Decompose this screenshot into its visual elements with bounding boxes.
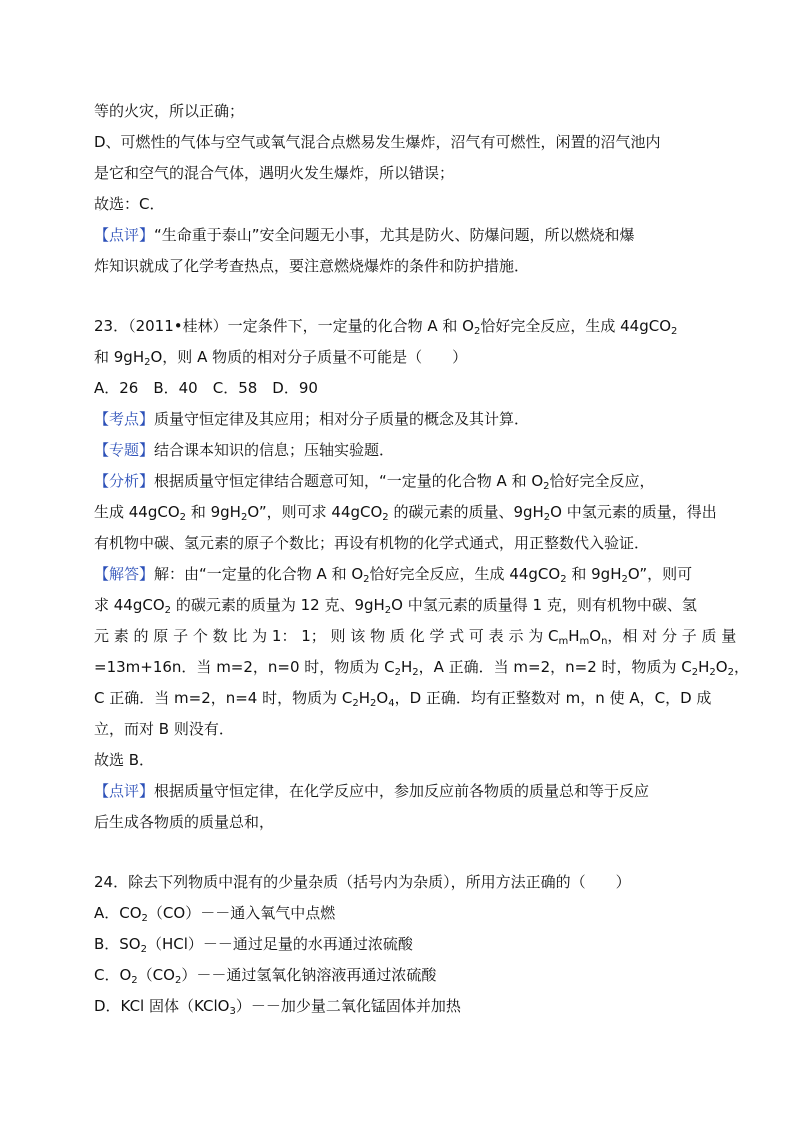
dianping-tag: 【点评】 [94,782,155,800]
q23-dianping-line-1: 【点评】根据质量守恒定律，在化学反应中，参加反应前各物质的质量总和等于反应 [94,782,650,800]
q23-jieda-line-1: 【解答】解：由“一定量的化合物 A 和 $O_2$恰好完全反应，生成 44gCO$_2$ 和 $9gH_2O$”，则可 [94,565,693,585]
q22-comment-line-2: 炸知识就成了化学考查热点，要注意燃烧爆炸的条件和防护措施． [94,257,530,275]
q22-option-d-line-1: D、可燃性的气体与空气或氧气混合点燃易发生爆炸，沼气有可燃性，闲置的沼气池内 [94,133,661,151]
q23-jieda-line-3: 元 素 的 原 子 个 数 比 为 1： 1； 则 该 物 质 化 学 式 可 表 示 为 $C_mH_mO_n$，相 对 分 子 质 量 [94,627,737,647]
comment-tag: 【点评】 [94,226,155,244]
q22-option-d-line-2: 是它和空气的混合气体，遇明火发生爆炸，所以错误； [94,164,455,182]
q23-fenxi-line-2: 生成 44gCO$_2$ 和 $9gH_2O$”，则可求 44gCO$_2$ 的碳元素的质量、$9gH_2O$ 中氢元素的质量，得出 [94,503,717,523]
jieda-tag: 【解答】 [94,565,155,583]
q23-jieda-line-6: 立，而对 B 则没有． [94,720,234,738]
q24-stem: 24．除去下列物质中混有的少量杂质（括号内为杂质），所用方法正确的（ ） [94,873,631,891]
q23-jieda-line-4: =13m+16n．当 m=2，n=0 时，物质为 $C_2H_2$，A 正确．当 m=2，n=2 时，物质为 $C_2H_2O_2$， [94,658,749,678]
q23-zhuanti: 【专题】结合课本知识的信息；压轴实验题． [94,441,395,459]
q24-option-c: C．$O_2(CO_2)--$通过氢氧化钠溶液再通过浓硫酸 [94,966,437,986]
q23-jieda-line-5: C 正确．当 m=2，n=4 时，物质为 $C_2H_2O_4$，D 正确．均有正整数对 m，n 使 A，C，D 成 [94,689,712,709]
q23-kaodian: 【考点】质量守恒定律及其应用；相对分子质量的概念及其计算． [94,410,530,428]
q23-stem-line-2: 和 $9gH_2O$，则 A 物质的相对分子质量不可能是（ ） [94,348,468,368]
q23-dianping-line-2: 后生成各物质的质量总和， [94,813,275,831]
q23-jieda-line-2: 求 44gCO$_2$ 的碳元素的质量为 12 克、$9gH_2O$ 中氢元素的质量得 1 克，则有机物中碳、氢 [94,596,697,616]
fenxi-tag: 【分析】 [94,472,155,490]
q23-fenxi-line-3: 有机物中碳、氢元素的原子个数比；再设有机物的化学式通式，用正整数代入验证． [94,534,650,552]
document-page [94,96,749,1022]
q23-options: A．26 B．40 C．58 D．90 [94,379,318,397]
q24-option-b: B．$SO_2(HCl)--$通过足量的水再通过浓硫酸 [94,935,413,955]
q22-answer: 故选：C． [94,195,165,213]
q23-stem-line-1: 23．（2011•桂林）一定条件下，一定量的化合物 A 和 $O_2$恰好完全反应，生成 44gCO$_2$ [94,317,678,337]
q23-fenxi-line-1: 【分析】根据质量守恒定律结合题意可知，“一定量的化合物 A 和 $O_2$恰好完全反应， [94,472,655,492]
q23-answer: 故选 B． [94,751,155,769]
zhuanti-tag: 【专题】 [94,441,155,459]
q24-option-a: A．$CO_2(CO)--$通入氧气中点燃 [94,904,336,924]
q22-comment-line-1: 【点评】“生命重于泰山”安全问题无小事，尤其是防火、防爆问题，所以燃烧和爆 [94,226,635,244]
kaodian-tag: 【考点】 [94,410,155,428]
q24-option-d: D．KCl 固体（KClO$_3$）－－加少量二氧化锰固体并加热 [94,997,461,1017]
q22-line-1: 等的火灾，所以正确； [94,102,245,120]
